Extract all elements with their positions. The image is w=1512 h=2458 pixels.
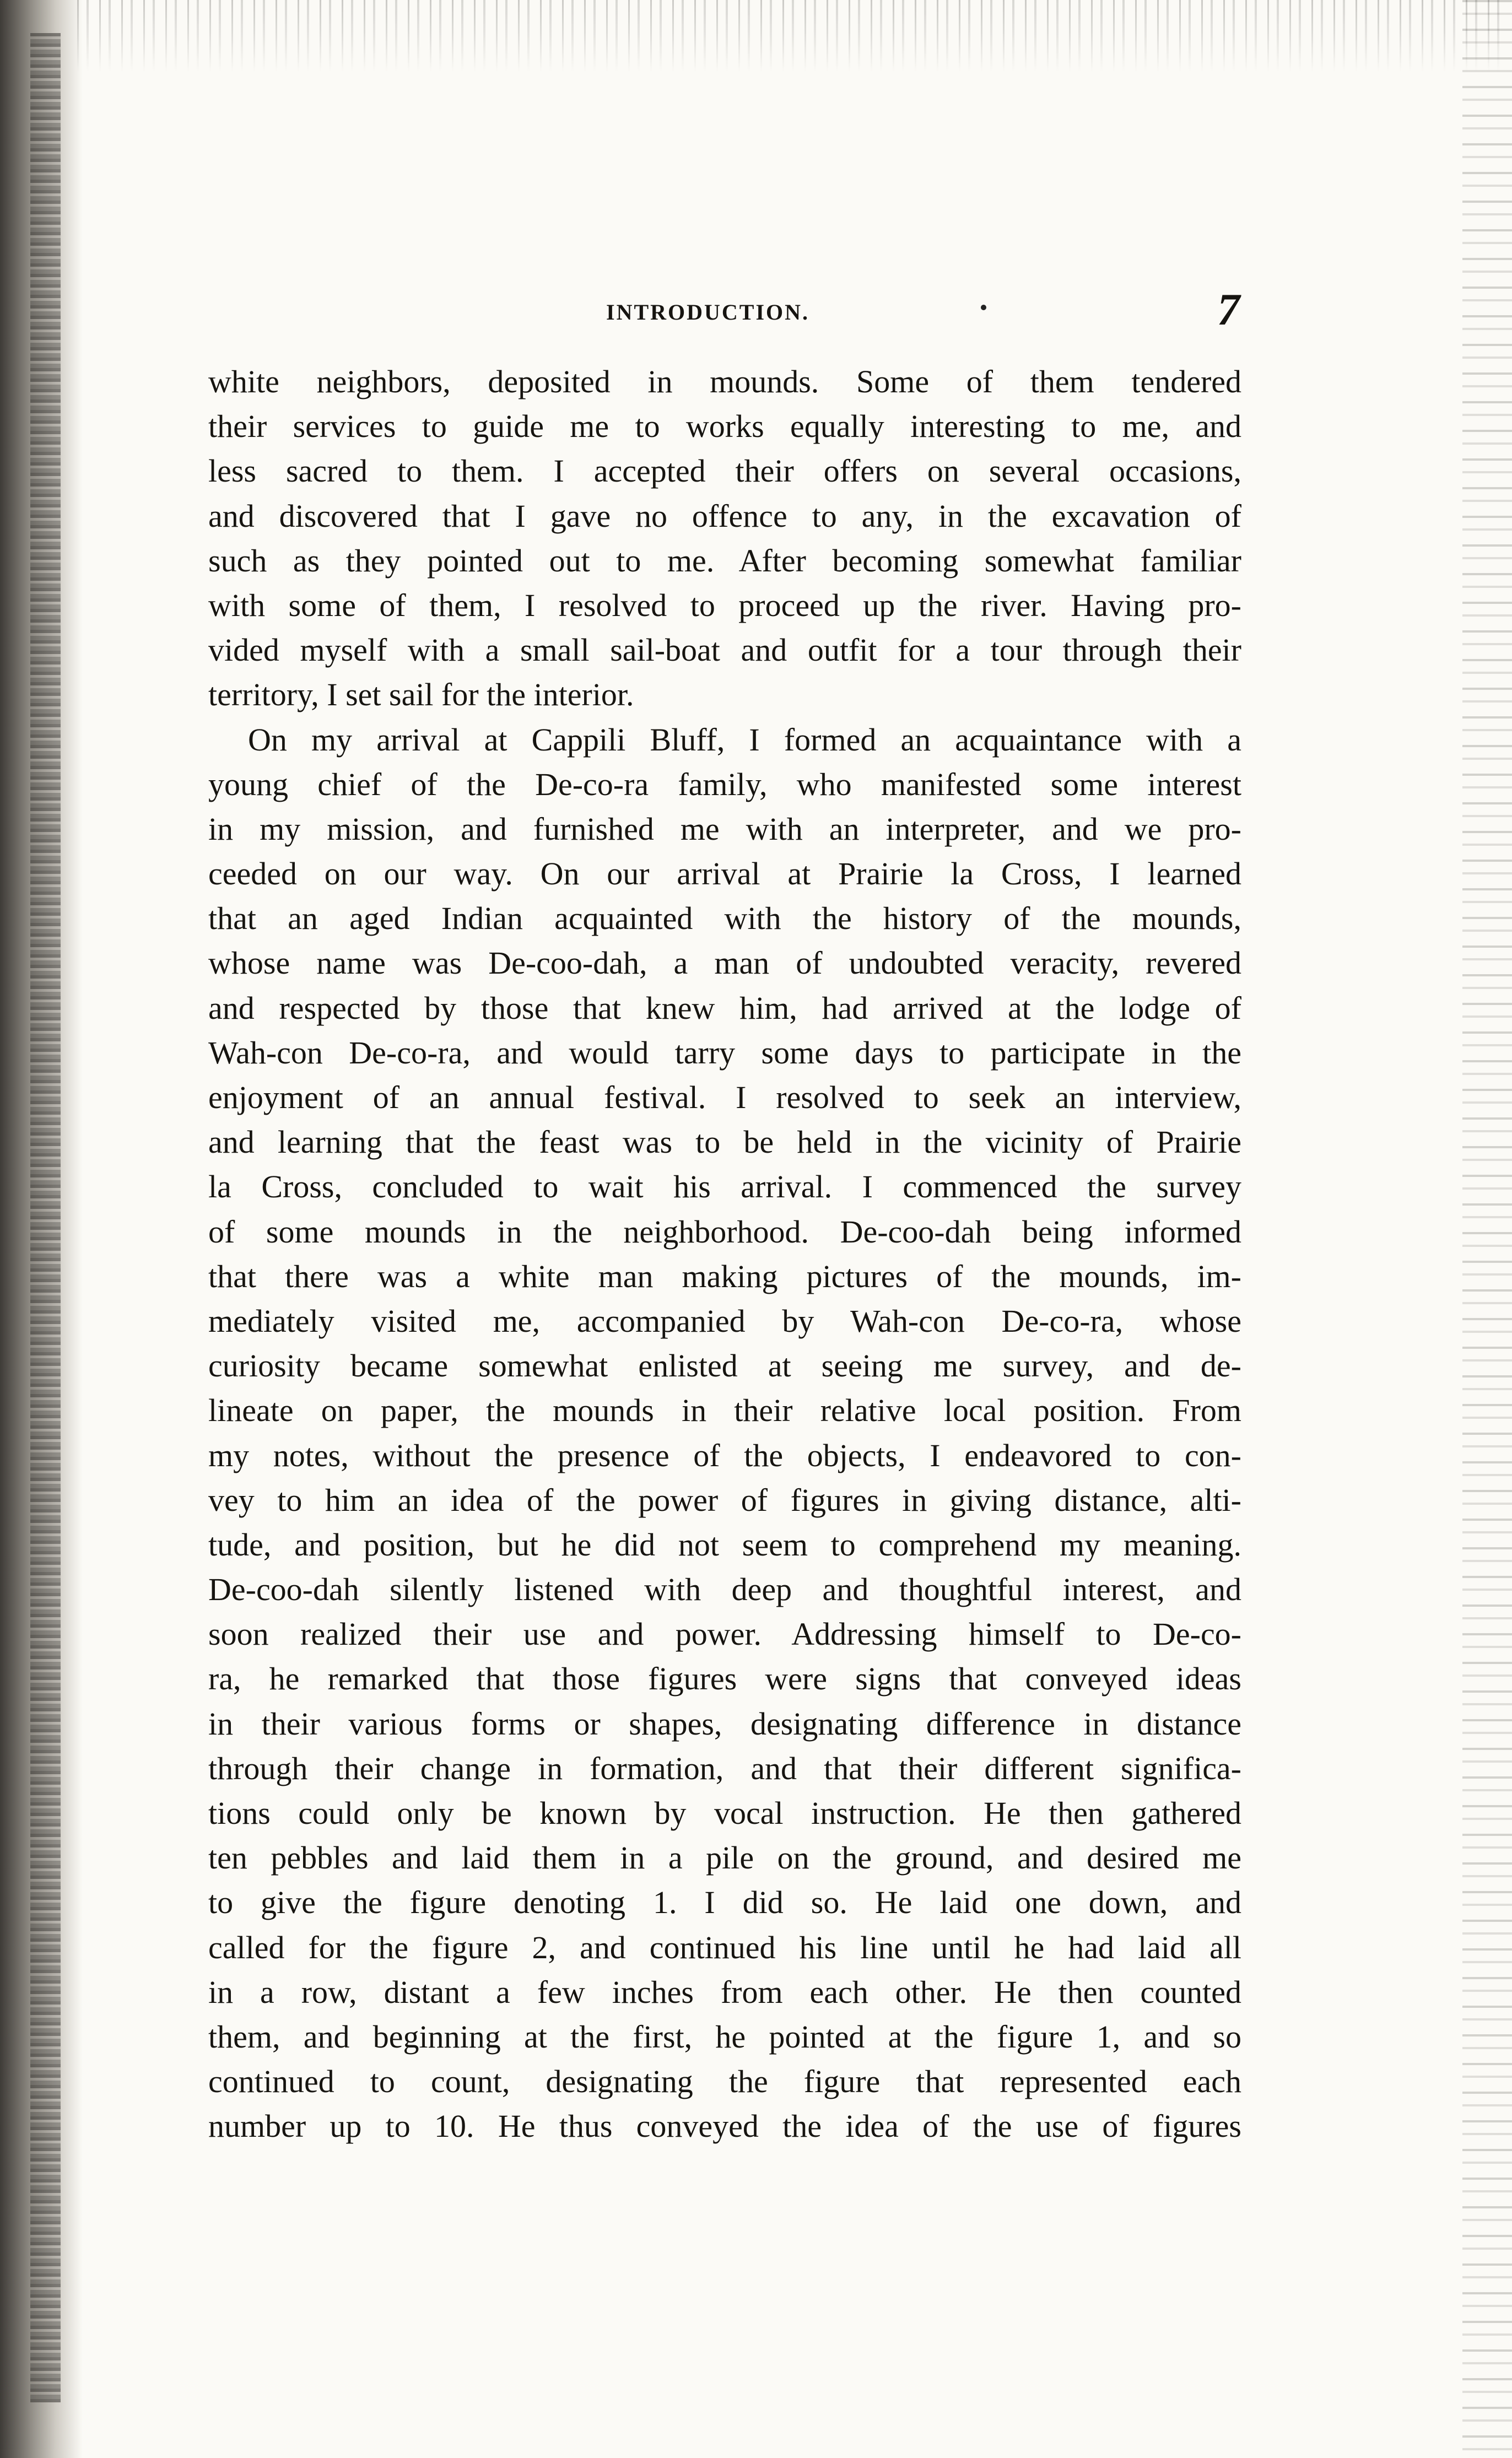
text-line: tude, and position, but he did not seem to comprehend my meaning.: [208, 1526, 1241, 1563]
text-line: and respected by those that knew him, had arrived at the lodge of: [208, 990, 1241, 1026]
text-line: that there was a white man making pictures of the mounds, im-: [208, 1258, 1241, 1294]
text-line: young chief of the De-co-ra family, who manifested some interest: [208, 766, 1241, 802]
text-line: soon realized their use and power. Addressing himself to De-co-: [208, 1616, 1241, 1652]
text-line: ceeded on our way. On our arrival at Prairie la Cross, I learned: [208, 856, 1241, 892]
scan-binding-edge: [0, 0, 83, 2458]
text-line: On my arrival at Cappili Bluff, I formed an acquaintance with a: [248, 721, 1241, 758]
text-line: my notes, without the presence of the objects, I endeavored to con-: [208, 1437, 1241, 1473]
text-line: and learning that the feast was to be held in the vicinity of Prairie: [208, 1124, 1241, 1160]
text-line: of some mounds in the neighborhood. De-coo-dah being informed: [208, 1213, 1241, 1250]
text-line: that an aged Indian acquainted with the history of the mounds,: [208, 900, 1241, 937]
text-line: number up to 10. He thus conveyed the idea of the use of figures: [208, 2108, 1241, 2144]
body-text: [208, 359, 1241, 2149]
text-line: their services to guide me to works equally interesting to me, and: [208, 408, 1241, 445]
text-line: in my mission, and furnished me with an interpreter, and we pro-: [208, 811, 1241, 847]
text-line: less sacred to them. I accepted their offers on several occasions,: [208, 453, 1241, 489]
header-dot: [981, 305, 986, 310]
page-header: [209, 284, 1240, 344]
text-line: through their change in formation, and that their different significa-: [208, 1750, 1241, 1786]
text-line: to give the figure denoting 1. I did so. He laid one down, and: [208, 1884, 1241, 1921]
page-number: 7: [1217, 284, 1240, 334]
text-line: vided myself with a small sail-boat and outfit for a tour through their: [208, 632, 1241, 668]
text-line: called for the figure 2, and continued his line until he had laid all: [208, 1929, 1241, 1965]
text-line: in a row, distant a few inches from each other. He then counted: [208, 1974, 1241, 2010]
scan-right-edge: [1462, 0, 1512, 2458]
text-line: vey to him an idea of the power of figures in giving distance, alti-: [208, 1482, 1241, 1518]
text-line: such as they pointed out to me. After becoming somewhat familiar: [208, 542, 1241, 579]
text-line: them, and beginning at the first, he pointed at the figure 1, and so: [208, 2018, 1241, 2055]
text-line: whose name was De-coo-dah, a man of undoubted veracity, revered: [208, 945, 1241, 981]
text-line: curiosity became somewhat enlisted at seeing me survey, and de-: [208, 1348, 1241, 1384]
text-line: white neighbors, deposited in mounds. Some of them tendered: [208, 364, 1241, 399]
text-line: ten pebbles and laid them in a pile on the ground, and desired me: [208, 1840, 1241, 1876]
text-line: ra, he remarked that those figures were signs that conveyed ideas: [208, 1661, 1241, 1697]
text-line: mediately visited me, accompanied by Wah-con De-co-ra, whose: [208, 1303, 1241, 1339]
text-line: with some of them, I resolved to proceed up the river. Having pro-: [208, 587, 1241, 623]
text-line: and discovered that I gave no offence to any, in the excavation of: [208, 498, 1241, 534]
text-line: Wah-con De-co-ra, and would tarry some days to participate in the: [208, 1034, 1241, 1071]
text-line: enjoyment of an annual festival. I resolved to seek an interview,: [208, 1079, 1241, 1115]
scan-top-edge: [77, 0, 1510, 72]
text-line: tions could only be known by vocal instruction. He then gathered: [208, 1795, 1241, 1831]
text-line: la Cross, concluded to wait his arrival. I commenced the survey: [208, 1169, 1241, 1205]
text-line: territory, I set sail for the interior.: [208, 677, 634, 713]
text-line: in their various forms or shapes, designating difference in distance: [208, 1705, 1241, 1742]
running-head: INTRODUCTION.: [606, 300, 810, 325]
text-line: lineate on paper, the mounds in their relative local position. From: [208, 1392, 1241, 1429]
text-line: De-coo-dah silently listened with deep and thoughtful interest, and: [208, 1571, 1241, 1608]
text-line: continued to count, designating the figure that represented each: [208, 2063, 1241, 2100]
